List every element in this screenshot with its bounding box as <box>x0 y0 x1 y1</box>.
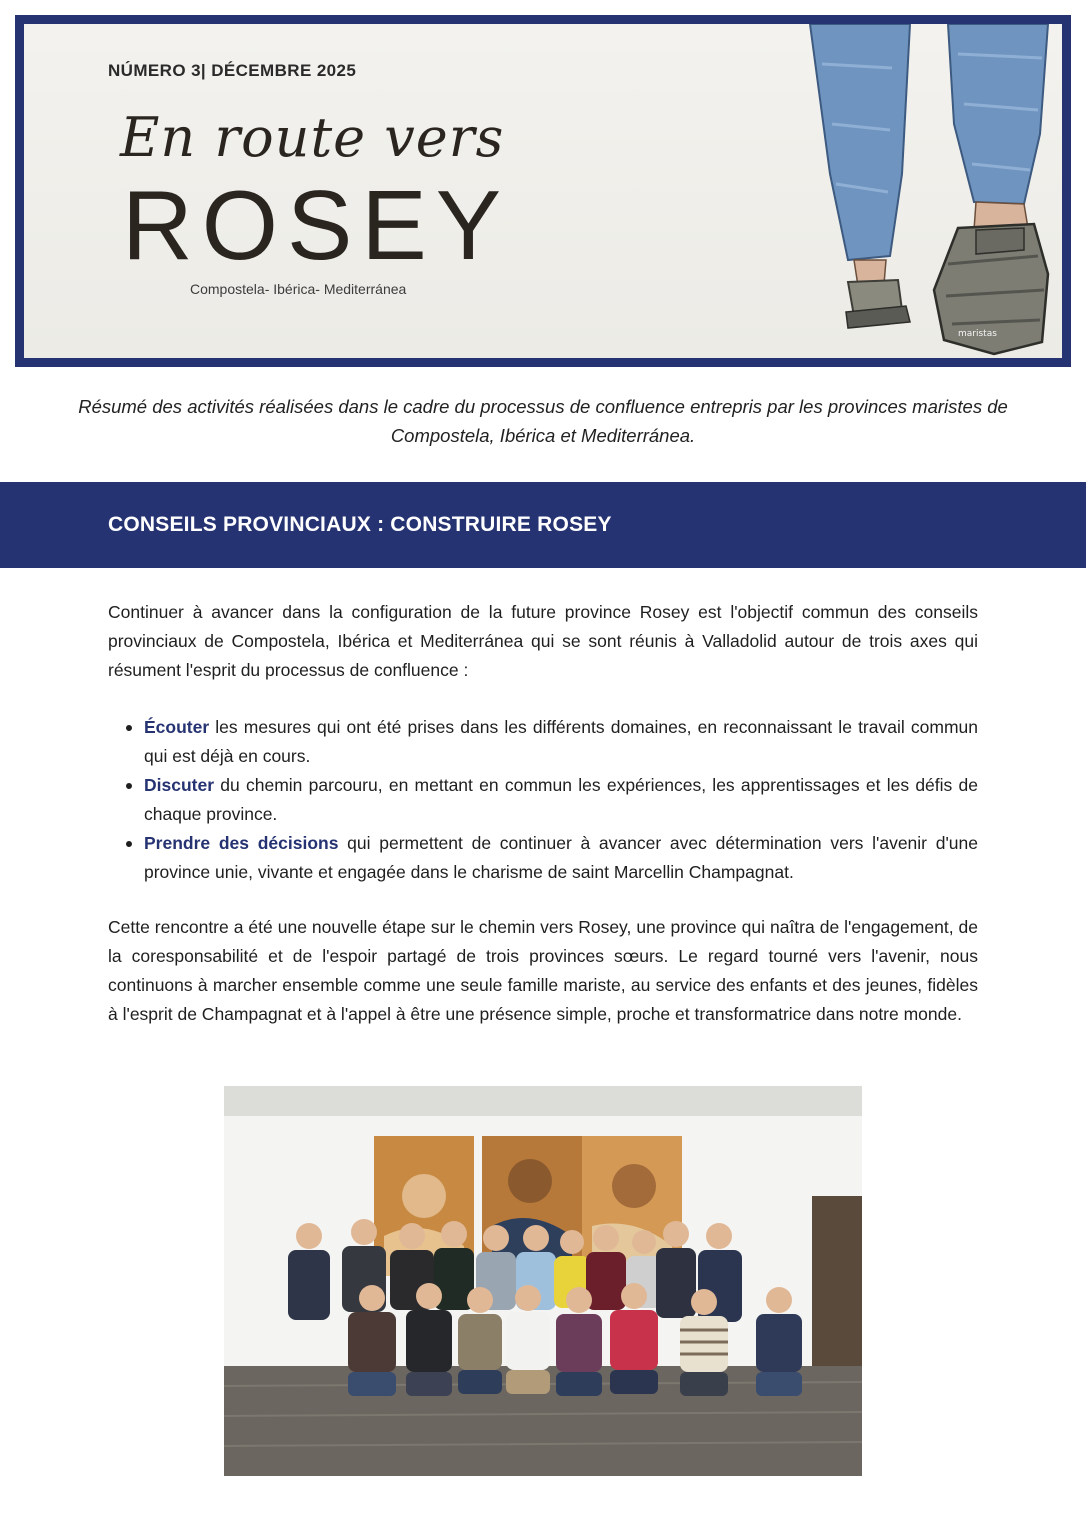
list-item-text: qui permettent de continuer à avancer avec détermination vers l'avenir d'une province unie, vivante et engagée dans le charisme de saint Marcellin Champagnat. <box>144 833 978 882</box>
list-item <box>108 771 978 829</box>
bullet-icon <box>126 725 132 731</box>
script-title: En route vers <box>120 106 505 169</box>
header-banner <box>15 15 1071 367</box>
bullet-icon <box>126 783 132 789</box>
paragraph-intro: Continuer à avancer dans la configuration de la future province Rosey est l'objectif commun des conseils provinciaux de Compostela, Ibérica et Mediterránea qui se sont réunis à Valladolid autour de trois axes qui résument l'esprit du processus de confluence : <box>108 602 978 680</box>
bullet-icon <box>126 841 132 847</box>
issue-label: NÚMERO 3| DÉCEMBRE 2025 <box>108 61 357 80</box>
axes-list <box>108 713 978 887</box>
list-item-keyword: Prendre des décisions <box>144 833 339 853</box>
list-item <box>108 829 978 887</box>
provinces-subtitle: Compostela- Ibérica- Mediterránea <box>190 281 407 297</box>
list-item-keyword: Discuter <box>144 775 215 795</box>
list-item-text: du chemin parcouru, en mettant en commun les expériences, les apprentissages et les défis de chaque province. <box>144 775 978 824</box>
list-item-keyword: Écouter <box>144 717 210 737</box>
section-header <box>0 482 1086 568</box>
paragraph-conclusion: Cette rencontre a été une nouvelle étape sur le chemin vers Rosey, une province qui naîtra de l'engagement, de la coresponsabilité et de l'espoir partagé de trois provinces sœurs. Le regard tourné vers l'avenir, nous continuons à marcher ensemble comme une seule famille mariste, au service des enfants et des jeunes, fidèles à l'esprit de Champagnat et à l'appel à être une présence simple, proche et transformatrice dans notre monde. <box>108 917 978 1024</box>
list-item-text: les mesures qui ont été prises dans les différents domaines, en reconnaissant le travail commun qui est déjà en cours. <box>144 717 978 766</box>
newsletter-title: ROSEY <box>122 170 511 280</box>
intro-summary: Résumé des activités réalisées dans le cadre du processus de confluence entrepris par les provinces maristes de Compostela, Ibérica et Mediterránea. <box>78 396 1008 446</box>
section-title: CONSEILS PROVINCIAUX : CONSTRUIRE ROSEY <box>108 513 612 536</box>
walking-legs-illustration <box>762 24 1062 358</box>
group-photo <box>224 1086 862 1476</box>
list-item <box>108 713 978 771</box>
shoe-brand-text: maristas <box>958 329 997 339</box>
